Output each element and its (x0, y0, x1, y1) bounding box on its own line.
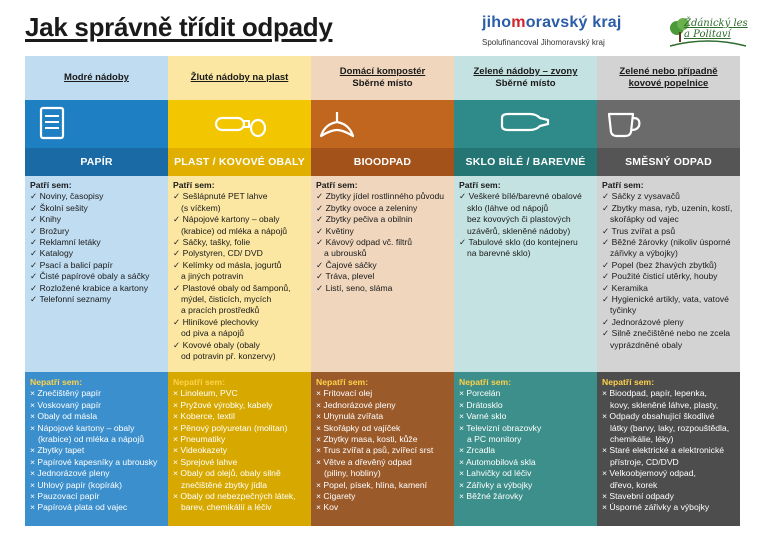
list-item: × Jednorázové pleny (30, 468, 110, 479)
cross-icon: × (30, 479, 38, 490)
check-icon: ✓ (30, 202, 40, 213)
rejected-list (597, 372, 740, 526)
cross-icon: × (316, 445, 324, 456)
accepted-label: Patří sem: (602, 180, 644, 190)
check-icon: ✓ (173, 248, 183, 259)
list-item: × Úsporné zářivky a výbojky (602, 502, 710, 513)
list-item: ✓ Čajové sáčky (316, 259, 377, 270)
rejected-label: Nepatří sem: (173, 377, 226, 387)
list-item: ✓ Noviny, časopisy (30, 191, 104, 202)
check-icon: ✓ (602, 282, 612, 293)
rejected-label: Nepatří sem: (316, 377, 369, 387)
list-item: × Znečištěný papír (30, 388, 101, 399)
list-item: × Pěnový polyuretan (molitan) (173, 422, 288, 433)
list-item: × Zbytky tapet (30, 445, 85, 456)
list-item: ✓ Kávový odpad vč. filtrů a ubrousků (316, 237, 413, 259)
list-item: × Velkoobjemový odpad, dřevo, korek (602, 468, 696, 490)
accepted-list (597, 176, 740, 372)
container-header (454, 56, 597, 100)
brand-part-1: jiho (482, 14, 512, 31)
cross-icon: × (30, 388, 38, 399)
list-item: × Papírové kapesníky a ubrousky (30, 456, 158, 467)
check-icon: ✓ (316, 237, 326, 248)
list-item: ✓ Tabulové sklo (do kontejneru na barevné sklo) (459, 237, 578, 259)
list-item: ✓ Běžné žárovky (nikoliv úsporné zářivky a výbojky) (602, 237, 731, 259)
list-item: × Koberce, textil (173, 411, 235, 422)
accepted-list (25, 176, 168, 372)
check-icon: ✓ (602, 259, 612, 270)
cross-icon: × (30, 445, 38, 456)
cross-icon: × (602, 491, 610, 502)
category-title: SKLO BÍLÉ / BAREVNÉ (454, 148, 597, 176)
list-item: × Varné sklo (459, 411, 507, 422)
container-header (168, 56, 311, 100)
cross-icon: × (173, 434, 181, 445)
accepted-label: Patří sem: (459, 180, 501, 190)
cross-icon: × (602, 388, 610, 399)
cross-icon: × (173, 445, 181, 456)
container-note: Sběrné místo (495, 78, 556, 89)
check-icon: ✓ (602, 225, 612, 236)
rejected-list (168, 372, 311, 526)
list-item: × Zářivky a výbojky (459, 479, 533, 490)
category-title: PAPÍR (25, 148, 168, 176)
list-item: ✓ Květiny (316, 225, 354, 236)
cross-icon: × (602, 502, 610, 513)
cross-icon: × (316, 411, 324, 422)
list-item: ✓ Plastové obaly od šamponů, mýdel, čisticích, mycích a pracích prostředků (173, 282, 291, 316)
list-item: ✓ Tráva, plevel (316, 271, 375, 282)
banana-peel-icon (311, 106, 363, 148)
list-item: ✓ Brožury (30, 225, 70, 236)
check-icon: ✓ (602, 202, 612, 213)
container-name: Žluté nádoby na plast (190, 72, 289, 83)
list-item: × Pryžové výrobky, kabely (173, 399, 273, 410)
list-item: × Porcelán (459, 388, 501, 399)
cross-icon: × (459, 411, 467, 422)
cross-icon: × (602, 468, 610, 479)
column-plastic (168, 56, 311, 526)
list-item: × Větve a dřevěný odpad (piliny, hobliny) (316, 456, 412, 479)
list-item: ✓ Nápojové kartony – obaly (krabice) od mléka a nápojů (173, 214, 288, 236)
check-icon: ✓ (602, 191, 612, 202)
rejected-list (25, 372, 168, 526)
cross-icon: × (316, 399, 324, 410)
list-item: × Cigarety (316, 491, 356, 502)
list-item: ✓ Listí, seno, sláma (316, 282, 393, 293)
list-item: ✓ Zbytky jídel rostlinného původu (316, 191, 445, 202)
waste-sorting-table (25, 56, 740, 526)
check-icon: ✓ (173, 237, 183, 248)
rejected-list (454, 372, 597, 526)
check-icon: ✓ (602, 316, 612, 327)
list-item: × Lahvičky od léčiv (459, 468, 532, 479)
list-item: ✓ Hliníkové plechovky od piva a nápojů (173, 316, 259, 339)
list-item: × Linoleum, PVC (173, 388, 238, 399)
cross-icon: × (602, 445, 610, 456)
cross-icon: × (602, 411, 610, 422)
list-item: × Trus zvířat a psů, zvířecí srst (316, 445, 434, 456)
list-item: ✓ Čisté papírové obaly a sáčky (30, 271, 150, 282)
check-icon: ✓ (30, 248, 40, 259)
list-item: × Pauzovací papír (30, 491, 100, 502)
list-item: ✓ Použité čisticí utěrky, houby (602, 271, 718, 282)
list-item: ✓ Trus zvířat a psů (602, 225, 676, 236)
container-name: Zelené nebo případně kovové popelnice (619, 66, 718, 89)
page-title: Jak správně třídit odpady (25, 12, 333, 42)
list-item: ✓ Jednorázové pleny (602, 316, 684, 327)
list-item: × Obaly od másla (30, 411, 98, 422)
list-item: × Bioodpad, papír, lepenka, kovy, skleněné láhve, plasty, (602, 388, 719, 410)
cross-icon: × (459, 399, 467, 410)
list-item: × Automobilová skla (459, 456, 536, 467)
list-item: ✓ Sešlápnuté PET lahve (s víčkem) (173, 191, 268, 213)
cross-icon: × (316, 422, 324, 433)
bottle-and-can-icon (204, 106, 276, 148)
list-item: ✓ Psací a balicí papír (30, 259, 113, 270)
list-item: × Uhlový papír (kopírák) (30, 479, 122, 490)
cross-icon: × (30, 411, 38, 422)
list-item: × Stavební odpady (602, 491, 674, 502)
cross-icon: × (30, 491, 38, 502)
container-header (25, 56, 168, 100)
container-header (311, 56, 454, 100)
partner-logo (668, 12, 748, 54)
brand-part-2: oravský kraj (525, 14, 622, 31)
cross-icon: × (316, 388, 324, 399)
list-item: × Zrcadla (459, 445, 496, 456)
cross-icon: × (459, 422, 467, 433)
list-item: ✓ Rozložené krabice a kartony (30, 282, 149, 293)
partner-logo-text: Ždánický les a Politaví (684, 18, 748, 40)
list-item: ✓ Reklamní letáky (30, 237, 101, 248)
cross-icon: × (459, 479, 467, 490)
list-item: × Obaly od olejů, obaly silně znečištěné zbytky jídla (173, 468, 281, 490)
check-icon: ✓ (602, 237, 612, 248)
check-icon: ✓ (173, 282, 183, 293)
accepted-list (168, 176, 311, 372)
category-title: BIOODPAD (311, 148, 454, 176)
cross-icon: × (316, 479, 324, 490)
check-icon: ✓ (30, 259, 40, 270)
cross-icon: × (316, 491, 324, 502)
cross-icon: × (316, 434, 324, 445)
region-logo (482, 14, 622, 32)
check-icon: ✓ (316, 202, 326, 213)
list-item: ✓ Kovové obaly (obaly od potravin př. konzervy) (173, 339, 276, 362)
list-item: ✓ Hygienické artikly, vata, vatové tyčinky (602, 294, 729, 316)
cross-icon: × (459, 491, 467, 502)
cross-icon: × (173, 388, 181, 399)
list-item: ✓ Kelímky od másla, jogurtů a jiných potravin (173, 259, 282, 282)
column-bio (311, 56, 454, 526)
list-item: ✓ Knihy (30, 214, 62, 225)
check-icon: ✓ (30, 237, 40, 248)
list-item: ✓ Keramika (602, 282, 648, 293)
check-icon: ✓ (602, 271, 612, 282)
column-glass (454, 56, 597, 526)
check-icon: ✓ (459, 191, 469, 202)
list-item: ✓ Popel (bez žhavých zbytků) (602, 259, 717, 270)
cross-icon: × (173, 399, 181, 410)
column-mixed (597, 56, 740, 526)
check-icon: ✓ (602, 328, 612, 339)
accepted-list (454, 176, 597, 372)
category-title: PLAST / KOVOVÉ OBALY (168, 148, 311, 176)
cross-icon: × (459, 456, 466, 467)
cross-icon: × (30, 456, 38, 467)
list-item: × Pneumatiky (173, 434, 226, 445)
list-item: ✓ Telefonní seznamy (30, 294, 112, 305)
list-item: × Kov (316, 502, 339, 513)
brand-part-m: m (511, 14, 526, 31)
check-icon: ✓ (173, 259, 183, 270)
cup-icon (597, 106, 649, 148)
list-item: × Zbytky masa, kosti, kůže (316, 434, 418, 445)
check-icon: ✓ (316, 259, 326, 270)
check-icon: ✓ (30, 225, 40, 236)
list-item: × Jednorázové pleny (316, 399, 396, 410)
check-icon: ✓ (316, 282, 326, 293)
check-icon: ✓ (30, 271, 40, 282)
cross-icon: × (459, 468, 467, 479)
cross-icon: × (173, 456, 181, 467)
list-item: ✓ Zbytky masa, ryb, uzenin, kostí, skořápky od vajec (602, 202, 733, 225)
check-icon: ✓ (30, 282, 40, 293)
container-name: Modré nádoby (64, 72, 129, 83)
list-item: ✓ Katalogy (30, 248, 74, 259)
rejected-label: Nepatří sem: (30, 377, 83, 387)
container-name: Domácí kompostér (339, 66, 426, 77)
check-icon: ✓ (602, 294, 612, 305)
check-icon: ✓ (316, 191, 326, 202)
list-item: × Televizní obrazovky a PC monitory (459, 422, 542, 445)
cross-icon: × (30, 399, 38, 410)
list-item: × Odpady obsahující škodlivé látky (barvy, laky, rozpouštědla, chemikálie, léky) (602, 411, 730, 445)
cross-icon: × (173, 422, 181, 433)
category-title: SMĚSNÝ ODPAD (597, 148, 740, 176)
check-icon: ✓ (173, 214, 183, 225)
accepted-label: Patří sem: (316, 180, 358, 190)
rejected-label: Nepatří sem: (602, 377, 655, 387)
accepted-label: Patří sem: (30, 180, 72, 190)
check-icon: ✓ (173, 316, 183, 327)
cross-icon: × (30, 502, 38, 513)
list-item: × Staré elektrické a elektronické přístroje, CD/DVD (602, 445, 725, 467)
column-paper (25, 56, 168, 526)
list-item: × Fritovací olej (316, 388, 373, 399)
cross-icon: × (30, 422, 38, 433)
list-item: ✓ Zbytky ovoce a zeleniny (316, 202, 418, 213)
rejected-label: Nepatří sem: (459, 377, 512, 387)
check-icon: ✓ (316, 225, 326, 236)
list-item: ✓ Školní sešity (30, 202, 88, 213)
cross-icon: × (173, 411, 181, 422)
check-icon: ✓ (459, 237, 469, 248)
check-icon: ✓ (30, 294, 40, 305)
list-item: ✓ Sáčky z vysavačů (602, 191, 680, 202)
cross-icon: × (173, 468, 181, 479)
list-item: × Voskovaný papír (30, 399, 101, 410)
list-item: × Nápojové kartony – obaly (krabice) od mléka a nápojů (30, 422, 145, 445)
cross-icon: × (459, 388, 467, 399)
list-item: × Sprejové lahve (173, 456, 238, 467)
cross-icon: × (316, 502, 324, 513)
check-icon: ✓ (30, 191, 40, 202)
list-item: ✓ Sáčky, tašky, folie (173, 237, 251, 248)
check-icon: ✓ (173, 339, 183, 350)
container-note: Sběrné místo (352, 78, 413, 89)
list-item: × Videokazety (173, 445, 228, 456)
list-item: × Popel, písek, hlína, kamení (316, 479, 428, 490)
cofinance-note: Spolufinancoval Jihomoravský kraj (482, 38, 605, 47)
list-item: ✓ Zbytky pečiva a obilnin (316, 214, 413, 225)
check-icon: ✓ (316, 214, 326, 225)
check-icon: ✓ (30, 214, 40, 225)
list-item: × Běžné žárovky (459, 491, 523, 502)
cross-icon: × (30, 468, 38, 479)
cross-icon: × (459, 445, 467, 456)
check-icon: ✓ (173, 191, 183, 202)
list-item: × Papírová plata od vajec (30, 502, 128, 513)
list-item: ✓ Veškeré bílé/barevné obalové sklo (láhve od nápojů bez kovových či plastových uzávěrů, skleněné nádoby) (459, 191, 582, 236)
cross-icon: × (316, 456, 324, 467)
document-icon (25, 106, 77, 148)
list-item: ✓ Silně znečištěné nebo ne zcela vyprázdněné obaly (602, 328, 731, 350)
list-item: ✓ Polystyren, CD/ DVD (173, 248, 263, 259)
list-item: × Obaly od nebezpečných látek, barev, chemikálií a léčiv (173, 491, 296, 513)
container-name: Zelené nádoby – zvony (473, 66, 578, 77)
accepted-label: Patří sem: (173, 180, 215, 190)
list-item: × Uhynulá zvířata (316, 411, 384, 422)
check-icon: ✓ (316, 271, 326, 282)
glass-bottle-icon (490, 106, 562, 148)
cross-icon: × (173, 491, 181, 502)
list-item: × Drátosklo (459, 399, 503, 410)
list-item: × Skořápky od vajíček (316, 422, 401, 433)
accepted-list (311, 176, 454, 372)
container-header (597, 56, 740, 100)
rejected-list (311, 372, 454, 526)
